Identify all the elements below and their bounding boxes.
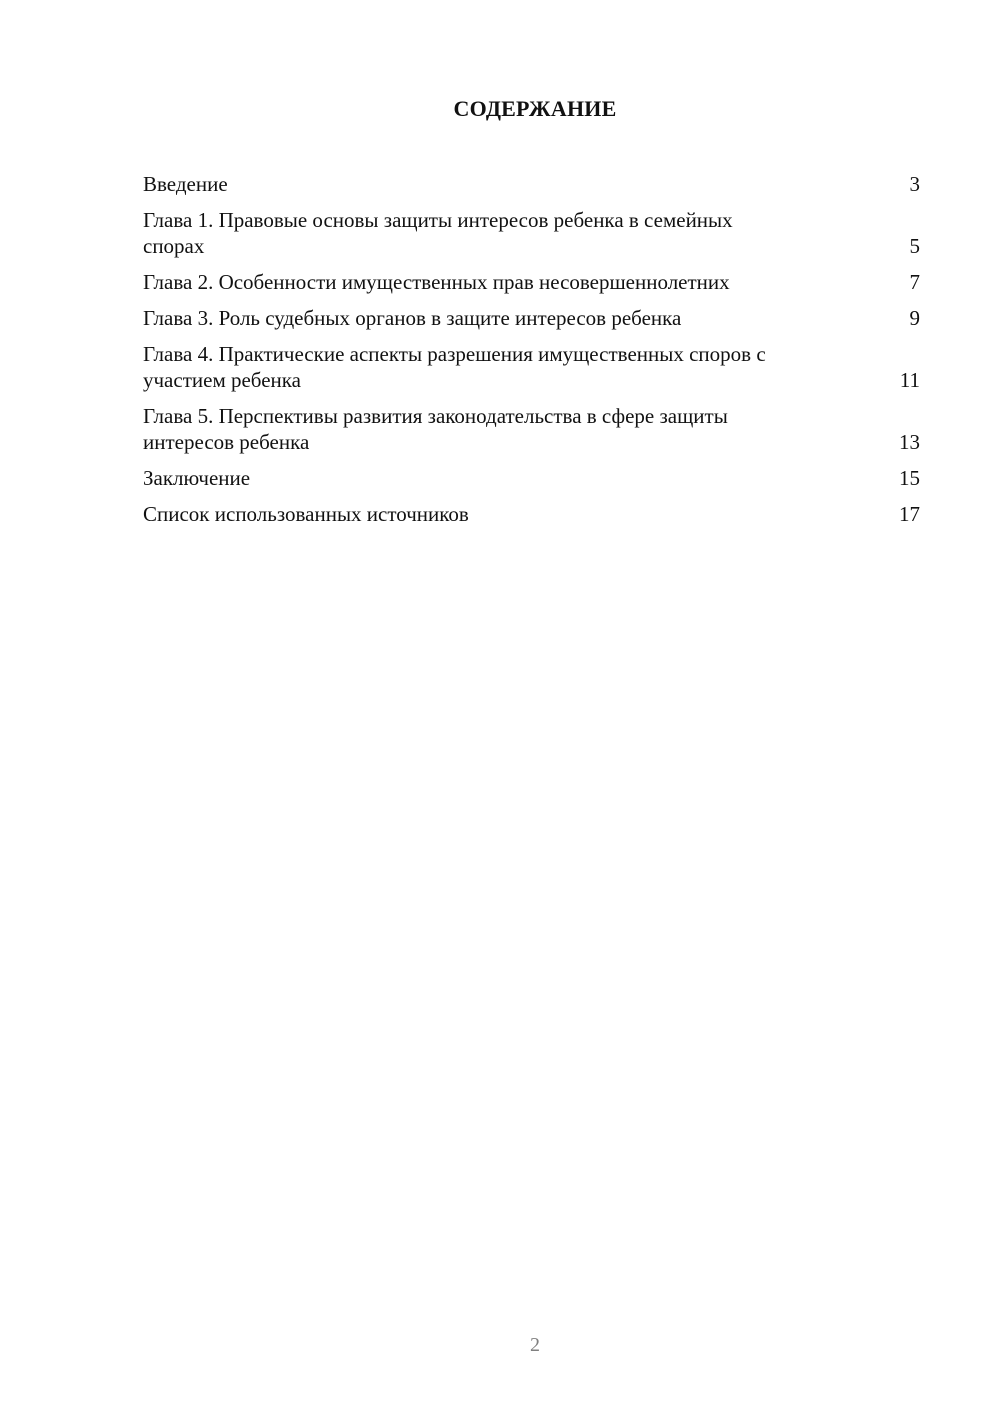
toc-entry-page: 11	[899, 368, 920, 392]
toc-entry-title: Глава 2. Особенности имущественных прав несовершеннолетних	[143, 270, 730, 294]
toc-entry	[143, 171, 920, 197]
toc-entry-page: 7	[909, 270, 920, 294]
toc-entry-title: Заключение	[143, 466, 251, 490]
toc-entry-page: 15	[899, 466, 920, 490]
toc-entry-title: Глава 1. Правовые основы защиты интересов ребенка в семейных спорах	[143, 208, 733, 258]
toc-entry-page: 17	[899, 502, 920, 526]
toc-entry-page: 3	[909, 172, 920, 196]
toc-entry	[143, 403, 920, 455]
toc-entry-title: Глава 4. Практические аспекты разрешения имущественных споров с участием ребенка	[143, 342, 766, 392]
toc-entry-title: Введение	[143, 172, 228, 196]
toc-entry-title: Список использованных источников	[143, 502, 469, 526]
toc-entry	[143, 269, 920, 295]
table-of-contents	[143, 171, 920, 537]
toc-entry-page: 13	[899, 430, 920, 454]
toc-entry	[143, 207, 920, 259]
toc-entry	[143, 465, 920, 491]
page-number: 2	[530, 1334, 540, 1356]
toc-entry	[143, 341, 920, 393]
toc-entry-page: 9	[909, 306, 920, 330]
page-title: СОДЕРЖАНИЕ	[453, 96, 617, 121]
toc-entry-page: 5	[909, 234, 920, 258]
toc-entry-title: Глава 5. Перспективы развития законодательства в сфере защиты интересов ребенка	[143, 404, 728, 454]
toc-entry	[143, 305, 920, 331]
toc-entry	[143, 501, 920, 527]
toc-entry-title: Глава 3. Роль судебных органов в защите интересов ребенка	[143, 306, 682, 330]
